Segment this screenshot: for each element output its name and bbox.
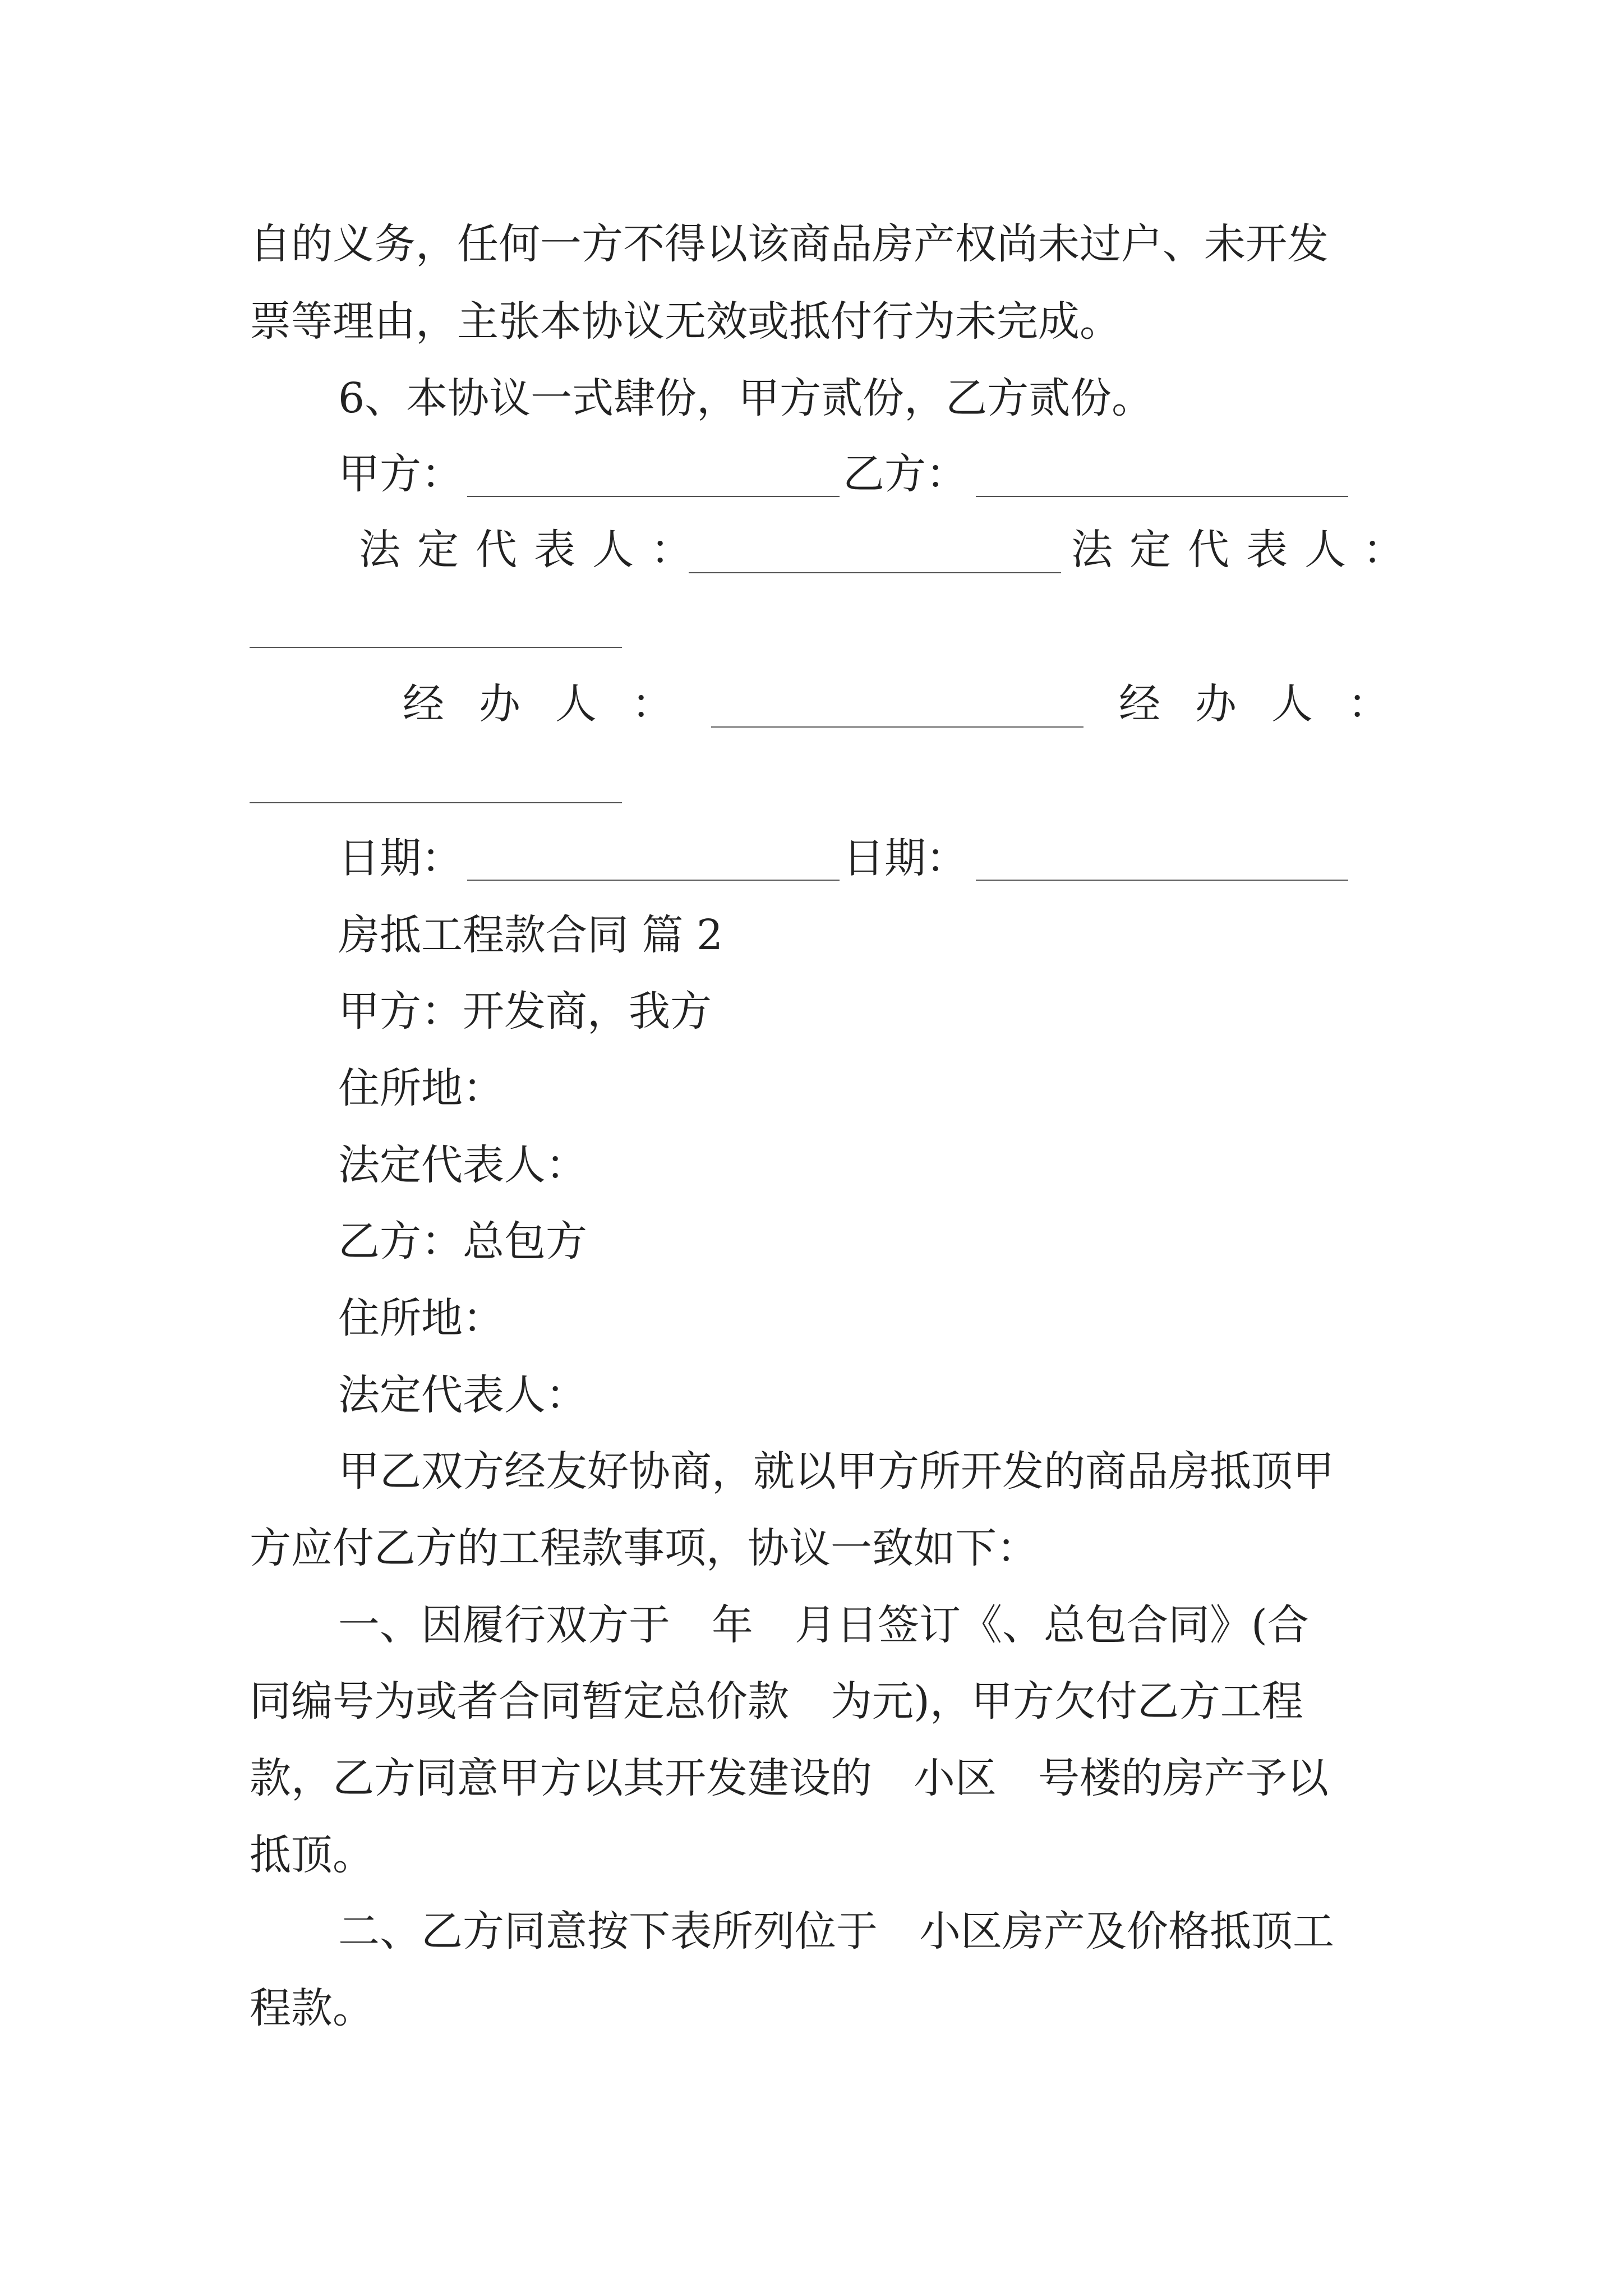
date-label-a: 日期： — [338, 834, 463, 882]
legal-rep-label-b: 法定代表人： — [1071, 526, 1421, 574]
handler-b-signature-line — [250, 802, 622, 803]
paragraph-line: 款，乙方同意甲方以其开发建设的 小区 号楼的房产予以 — [250, 1754, 1329, 1802]
party-b-signature-line — [976, 496, 1348, 497]
paragraph-line: 自的义务，任何一方不得以该商品房产权尚未过户、未开发 — [250, 220, 1329, 268]
paragraph-copies-clause: 6、本协议一式肆份，甲方贰份，乙方贰份。 — [338, 374, 1154, 422]
paragraph-line: 方应付乙方的工程款事项，协议一致如下： — [250, 1524, 1038, 1572]
date-a-line — [467, 880, 840, 881]
handler-a-signature-line — [711, 726, 1083, 728]
legal-rep-a-signature-line — [689, 572, 1061, 573]
paragraph-line: 甲乙双方经友好协商，就以甲方所开发的商品房抵顶甲 — [338, 1447, 1334, 1496]
legal-rep-b-signature-line — [250, 647, 622, 648]
address-b: 住所地： — [338, 1294, 504, 1342]
party-a-signature-line — [467, 496, 840, 497]
paragraph-line: 一、因履行双方于 年 月日签订《、总包合同》(合 — [338, 1601, 1309, 1649]
party-b-label: 乙方： — [843, 450, 967, 498]
legal-rep-b: 法定代表人： — [338, 1371, 587, 1419]
legal-rep-label-a: 法定代表人： — [359, 526, 709, 574]
paragraph-line: 抵顶。 — [250, 1831, 374, 1879]
paragraph-line: 同编号为或者合同暂定总价款 为元)，甲方欠付乙方工程 — [250, 1677, 1303, 1726]
paragraph-line: 程款。 — [250, 1984, 374, 2032]
paragraph-line: 二、乙方同意按下表所列位于 小区房产及价格抵顶工 — [338, 1907, 1334, 1955]
handler-label-a: 经办人： — [403, 680, 708, 728]
party-a-label: 甲方： — [338, 450, 463, 498]
paragraph-line: 票等理由，主张本协议无效或抵付行为未完成。 — [250, 297, 1121, 346]
handler-label-b: 经办人： — [1119, 680, 1424, 728]
address-a: 住所地： — [338, 1064, 504, 1112]
date-label-b: 日期： — [843, 834, 967, 882]
legal-rep-a: 法定代表人： — [338, 1141, 587, 1189]
party-b-info: 乙方：总包方 — [338, 1217, 587, 1266]
date-b-line — [976, 880, 1348, 881]
party-a-info: 甲方：开发商，我方 — [338, 987, 712, 1036]
section-title: 房抵工程款合同 篇 2 — [338, 911, 723, 959]
